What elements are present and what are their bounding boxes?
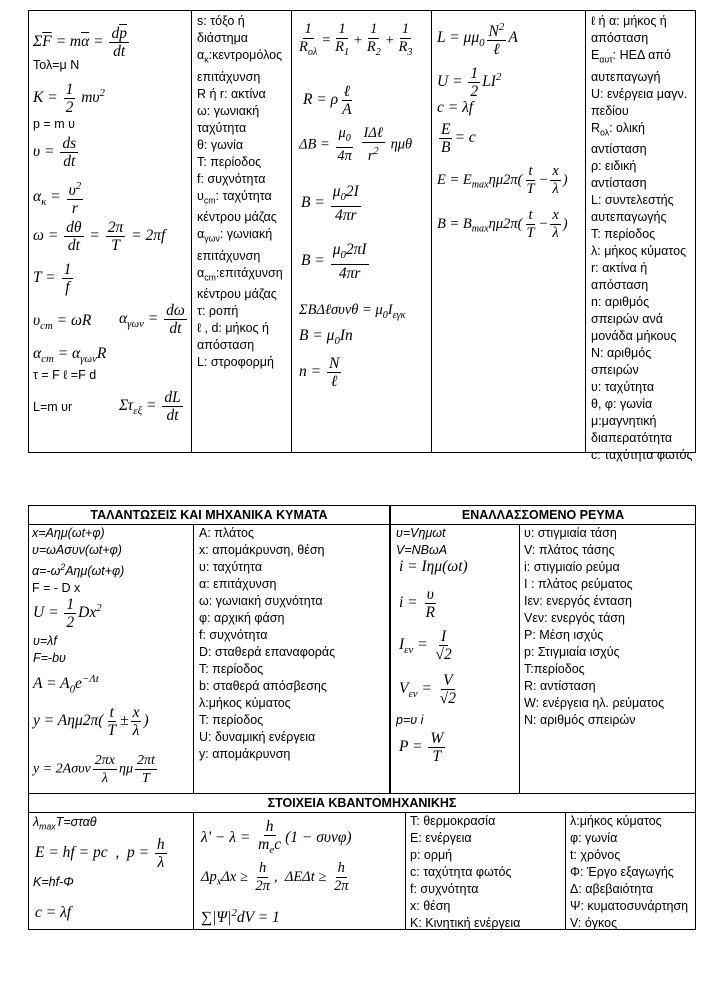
legend-line: ταχύτητα (197, 120, 247, 135)
formula-electric-wave: $E = E_{max}\eta\mu 2\pi$( $\frac{t}{T}$ − $\frac{x}{\lambda}$ ) (437, 163, 568, 197)
formula-angular-acceleration: $\alpha_{\gamma\omega\nu}$ = $\frac{d\omega}{dt}$ (119, 302, 185, 337)
legend-line: n: αριθμός (591, 295, 650, 309)
formula-resistivity: R = ρ $\frac{\text{ℓ}}{A}$ (303, 83, 352, 118)
formula-c-lambda-f: c = λf (35, 904, 72, 921)
legend-line: E: ενέργεια (410, 831, 472, 845)
quantum-legend-1 (410, 813, 520, 932)
legend-line: υ: ταχύτητα (199, 560, 263, 574)
legend-line: i: στιγμιαίο ρεύμα (524, 560, 620, 574)
formula-loop-field: B = $\frac{\mu_02\pi I}{4\pi r}$ (301, 241, 367, 283)
legend-line: διάστημα (197, 31, 248, 45)
formula-line: υ=Vημωt (396, 526, 446, 540)
oscillation-legend (199, 525, 335, 763)
quantum-legend-2 (570, 813, 688, 932)
legend-line: t: χρόνος (570, 848, 621, 862)
formula-velocity: υ = $\frac{ds}{dt}$ (33, 135, 77, 170)
legend-line: υ: στιγμιαία τάση (524, 526, 617, 540)
formula-cm-velocity: $\upsilon_{cm} = \omega R$ (33, 312, 92, 333)
formula-magnetic-energy: U = $\frac{1}{2}$ $LI^2$ (437, 65, 502, 100)
legend-line: θ, φ: γωνία (591, 397, 653, 411)
legend-line: απόσταση (591, 31, 649, 45)
mechanics-formulas-column (29, 11, 191, 452)
legend-line: T: περίοδος (197, 154, 262, 169)
legend-line: α: επιτάχυνση (199, 577, 277, 591)
legend-line: p: ορμή (410, 848, 453, 862)
legend-line: c: ταχύτητα φωτός (410, 865, 512, 879)
formula-uncertainty: $\Delta p_x\Delta x$ ≥ $\frac{h}{2\pi}$ , ΔEΔt ≥ $\frac{h}{2\pi}$ (201, 860, 349, 894)
em-legend (591, 13, 693, 464)
legend-line: Φ: Έργο εξαγωγής (570, 865, 674, 879)
text-angular-momentum: L=m υr (33, 400, 73, 414)
legend-line: κέντρου μάζας (197, 210, 277, 224)
legend-line: $E_{\alpha\upsilon\tau}$: ΗΕΔ από (591, 48, 671, 65)
legend-line: r: ακτίνα ή (591, 261, 648, 275)
text-torque: τ = F ℓ =F d (33, 368, 97, 382)
legend-line: N: αριθμός σπειρών (524, 713, 636, 727)
legend-line: μονάδα μήκους (591, 329, 677, 343)
legend-line: R: αντίσταση (524, 679, 596, 693)
formula-cm-acceleration: $\alpha_{cm} = \alpha_{\gamma\omega\nu}R$ (33, 345, 107, 366)
legend-line: f: συχνότητα (410, 882, 479, 896)
legend-line: V: πλάτος τάσης (524, 543, 615, 557)
formula-compton: λ' − λ = $\frac{h}{m_ec}$ (1 − συνφ) (201, 818, 352, 857)
legend-line: Vεν: ενεργός τάση (524, 611, 625, 625)
legend-line: $\upsilon_{cm}$: ταχύτητα (197, 188, 272, 205)
formula-wire-field: B = $\frac{\mu_02I}{4\pi r}$ (301, 183, 359, 225)
formula-magnetic-wave: $B = B_{max}\eta\mu 2\pi$( $\frac{t}{T}$ − $\frac{x}{\lambda}$ ) (437, 207, 568, 241)
formula-table-quantum (28, 793, 696, 930)
legend-line: T:περίοδος (524, 662, 585, 676)
legend-line: απόσταση (197, 338, 255, 352)
legend-line: y: απομάκρυνση (199, 747, 291, 761)
legend-line: $\alpha_{\gamma\omega\nu}$: γωνιακή (197, 227, 273, 244)
formula-line: υ=ωAσυν(ωt+φ) (32, 543, 122, 557)
formula-line: $\alpha=-\omega^2A\eta\mu(\omega t+\varphi)$ (32, 562, 125, 579)
legend-line: x: θέση (410, 899, 451, 913)
legend-line: T: περίοδος (199, 713, 264, 727)
section-title-oscillations: ΤΑΛΑΝΤΩΣΕΙΣ ΚΑΙ ΜΗΧΑΝΙΚΑ ΚΥΜΑΤΑ (90, 508, 328, 522)
formula-photoelectric: K=hf-Φ (33, 875, 74, 889)
legend-line: U: δυναμική ενέργεια (199, 730, 316, 744)
legend-line: $R_{o\lambda}$: ολική (591, 120, 645, 137)
formula-wien-law: $\lambda_{max}T=\sigma\tau\alpha\theta$ (33, 815, 97, 832)
legend-line: K: Κινητική ενέργεια (410, 916, 521, 930)
formula-instant-current: i = Iημ(ωt) (399, 558, 468, 575)
text-friction: Τολ=μ Ν (33, 58, 80, 72)
formula-period: T = $\frac{1}{f}$ (33, 261, 72, 296)
legend-line: U: ενέργεια μαγν. (591, 86, 688, 101)
legend-line: λ:μήκος κύματος (199, 696, 291, 710)
legend-line: $\alpha_{cm}:\varepsilon\pi\iota\tau ά\chi\upsilon\nu\sigma\eta$ (197, 265, 283, 282)
legend-line: αντίσταση (591, 176, 647, 190)
legend-line: λ:μήκος κύματος (570, 814, 662, 828)
legend-line: επιτάχυνση (197, 248, 261, 263)
formula-line: V=NBωA (396, 543, 448, 557)
formula-line: F = - D x (32, 581, 81, 596)
mechanics-legend (197, 13, 283, 371)
legend-line: διαπερατότητα (591, 431, 673, 445)
formula-angular-velocity: ω = $\frac{d\theta}{dt}$ = $\frac{2\pi}{T}$ = 2πf (33, 219, 166, 254)
legend-line: T: περίοδος (591, 227, 656, 241)
legend-line: W: ενέργεια ηλ. ρεύματος (524, 696, 665, 710)
legend-line: s: τόξο ή (197, 14, 245, 28)
formula-ohm-law: i = $\frac{\upsilon}{R}$ (399, 586, 435, 621)
legend-line: L: συντελεστής (591, 193, 674, 207)
formula-potential-energy: U = $\frac{1}{2}$ Dx$^2$ (33, 596, 102, 631)
formula-standing-wave: y = 2Aσυν $\frac{2\pi x}{\lambda}$ ημ $\frac{2\pi t}{T}$ (33, 753, 155, 786)
formula-wave-equation: y = Aημ2π( $\frac{t}{T}$ ± $\frac{x}{\lambda}$ ) (33, 704, 149, 739)
legend-line: T: θερμοκρασία (410, 814, 496, 828)
ac-legend (524, 525, 664, 729)
formula-centripetal: $\alpha_\kappa$ = $\frac{\upsilon^2}{r}$ (33, 180, 82, 218)
induction-formulas-column (431, 11, 585, 452)
legend-line: A: πλάτος (199, 526, 254, 540)
legend-line: φ: γωνία (570, 831, 618, 845)
formula-ampere-law: ΣBΔℓσυνθ = $\mu_0I_{\varepsilon\gamma\kappa}$ (299, 302, 406, 321)
legend-line: P: Μέση ισχύς (524, 628, 604, 642)
text-momentum: p = m υ (33, 117, 75, 131)
legend-line: f: συχνότητα (197, 171, 266, 186)
legend-line: αντίσταση (591, 142, 647, 156)
formula-damping-force: F=-bυ (33, 651, 66, 665)
legend-line: υ: ταχύτητα (591, 380, 655, 394)
legend-line: D: σταθερά επαναφοράς (199, 645, 336, 659)
formula-newton-second-law: $\Sigma\overline{F} = m\overline{\alpha}$ = $\frac{d\overline{p}}{dt}$ (33, 25, 127, 60)
oscillation-formulas (32, 525, 124, 597)
formula-table-oscillations (28, 505, 390, 794)
legend-line: Ψ: κυματοσυνάρτηση (570, 899, 689, 913)
formula-solenoid: $B = \mu_0In$ (299, 327, 353, 348)
legend-line: αυτεπαγωγή (591, 69, 661, 84)
formula-series-resistance: $\frac{1}{R_{o\lambda}}$ = $\frac{1}{R_1}$ + $\frac{1}{R_2}$ + $\frac{1}{R_3}$ (299, 21, 413, 58)
formula-e-over-b: $\frac{E}{B}$ = c (441, 121, 476, 156)
legend-line: p: Στιγμιαία ισχύς (524, 645, 620, 659)
legend-line: ω: γωνιακή συχνότητα (199, 594, 323, 608)
legend-line: ℓ ή α: μήκος ή (591, 14, 667, 28)
legend-line: I : πλάτος ρεύματος (524, 577, 633, 591)
legend-line: x: απομάκρυνση, θέση (199, 543, 325, 557)
formula-photon-energy: E = hf = pc , p = $\frac{h}{\lambda}$ (35, 836, 165, 871)
legend-line: Δ: αβεβαιότητα (570, 882, 654, 896)
legend-line: ℓ , d: μήκος ή (197, 321, 270, 335)
formula-table-alternating-current (390, 505, 696, 794)
formula-kinetic-energy: K = $\frac{1}{2}$ $m\upsilon^2$ (33, 81, 105, 116)
legend-line: πεδίου (591, 103, 629, 118)
legend-line: f: συχνότητα (199, 628, 268, 642)
legend-line: N: αριθμός (591, 346, 652, 360)
legend-line: απόσταση (591, 278, 649, 292)
formula-damped-amplitude: $A = A_0e^{-\Lambda t}$ (33, 673, 99, 696)
legend-line: ω: γωνιακή (197, 103, 260, 118)
formula-average-power: P = $\frac{W}{T}$ (399, 730, 444, 765)
formula-total-torque: $\Sigma\tau_{\varepsilon\xi}$ = $\frac{dL}{dt}$ (119, 389, 181, 424)
legend-line: κέντρου μάζας (197, 287, 277, 301)
formula-biot-savart: ΔB = $\frac{\mu_0}{4\pi}$ $\frac{\text{IΔℓ}}{r^2}$ ημθ (299, 125, 413, 164)
legend-line: αυτεπαγωγής (591, 210, 667, 224)
legend-line: c: ταχύτητα φωτός (591, 448, 693, 462)
legend-line: ρ: ειδική (591, 159, 637, 173)
formula-instant-power: p=υ i (396, 713, 424, 727)
legend-line: b: σταθερά απόσβεσης (199, 679, 327, 693)
formula-effective-voltage: $V_{\varepsilon\nu}$ = $\frac{V}{√2}$ (399, 672, 457, 707)
formula-table-mechanics-em (28, 10, 696, 462)
formula-normalization: $\sum|\Psi|^2dV = 1$ (201, 907, 280, 927)
legend-line: επιτάχυνση (197, 69, 261, 84)
legend-line: Iεν: ενεργός ένταση (524, 594, 632, 608)
legend-line: L: στροφορμή (197, 355, 274, 369)
legend-line: R ή r: ακτίνα (197, 86, 266, 101)
legend-line: μ:μαγνητική (591, 414, 657, 428)
legend-line: $\alpha_\kappa:\kappa\varepsilon\nu\tau\rho o\mu ό\lambda o\varsigma$ (197, 48, 283, 65)
formula-effective-current: $I_{\varepsilon\nu}$ = $\frac{I}{√2}$ (399, 628, 452, 663)
formula-inductance: $L = \mu\mu_0$ $\frac{N^2}{\text{ℓ}}$ A (437, 21, 518, 59)
section-title-quantum: ΣΤΟΙΧΕΙΑ ΚΒΑΝΤΟΜΗΧΑΝΙΚΗΣ (267, 796, 457, 810)
electricity-formulas-column (291, 11, 431, 452)
legend-line: θ: γωνία (197, 137, 244, 152)
legend-line: T: περίοδος (199, 662, 264, 676)
formula-line: x=Aημ(ωt+φ) (32, 526, 105, 540)
formula-turn-density: n = $\frac{N}{\text{ℓ}}$ (299, 355, 340, 390)
legend-line: λ: μήκος κύματος (591, 244, 687, 258)
section-title-alternating-current: ΕΝΑΛΛΑΣΣΟΜΕΝΟ ΡΕΥΜΑ (461, 508, 625, 522)
legend-line: τ: ροπή (197, 304, 239, 318)
legend-line: σπειρών ανά (591, 312, 663, 326)
formula-wave-speed: c = λf (437, 99, 474, 116)
legend-line: V: όγκος (570, 916, 618, 930)
formula-wave-relation: υ=λf (33, 634, 57, 648)
legend-line: φ: αρχική φάση (199, 611, 285, 625)
ac-formulas (396, 525, 447, 559)
legend-line: σπειρών (591, 363, 639, 377)
